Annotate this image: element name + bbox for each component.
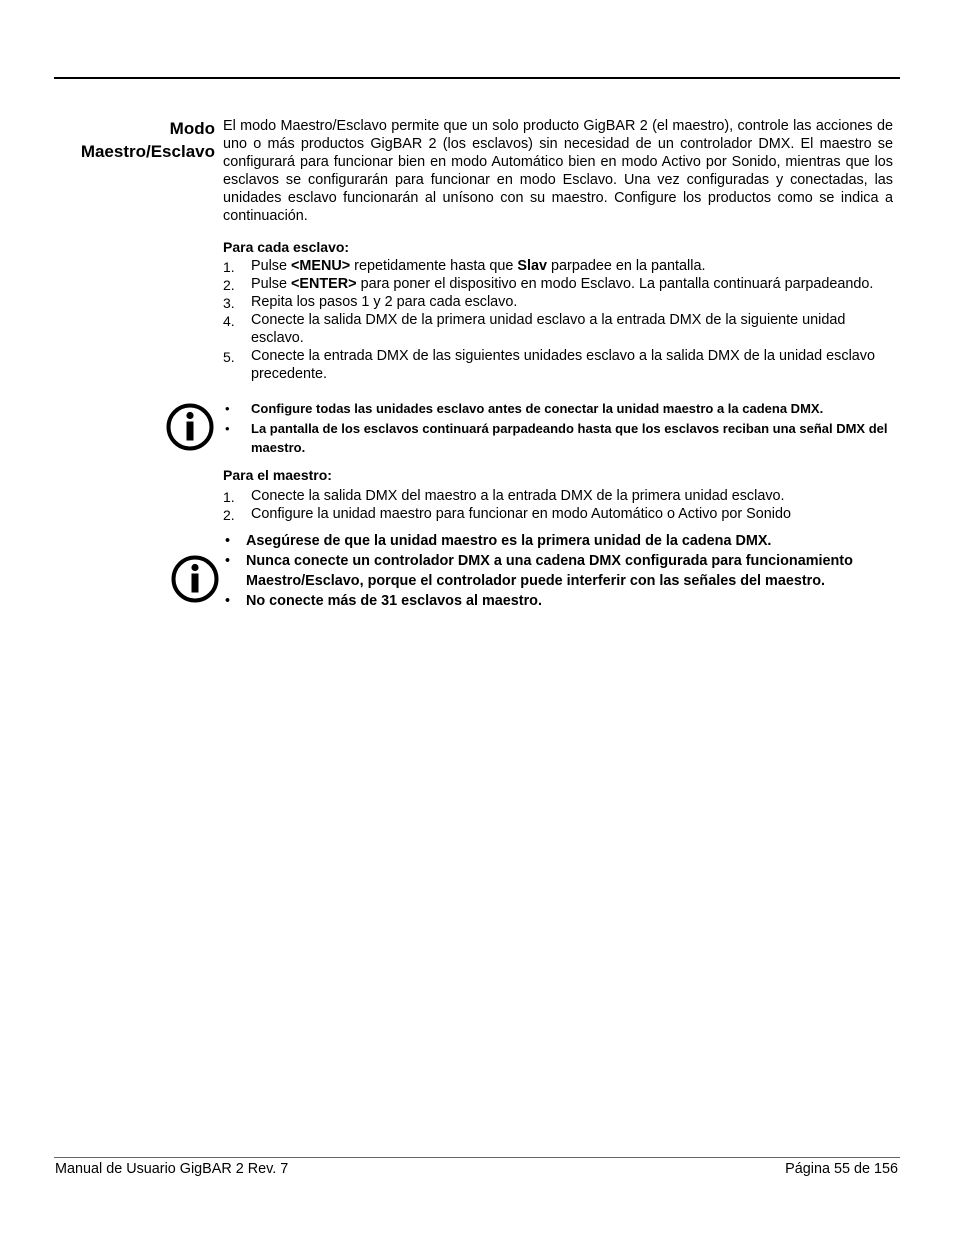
bullet: •	[225, 401, 230, 416]
bullet: •	[225, 593, 231, 609]
list-item	[223, 551, 898, 591]
slave-heading: Para cada esclavo:	[223, 239, 350, 255]
note-master	[223, 531, 898, 611]
list-item	[223, 591, 898, 611]
step-text: Configure la unidad maestro para funcionar en modo Automático o Activo por Sonido	[251, 506, 791, 522]
footer-manual-title: Manual de Usuario GigBAR 2 Rev. 7	[55, 1161, 289, 1177]
note-text: No conecte más de 31 esclavos al maestro.	[246, 593, 542, 609]
step-number: 2.	[223, 277, 235, 293]
footer-rule	[54, 1157, 900, 1158]
note-text: Nunca conecte un controlador DMX a una cadena DMX configurada para funcionamiento Maestro/Esclavo, porque el controlador puede interferir con las señales del maestro.	[246, 553, 853, 589]
step-text: Repita los pasos 1 y 2 para cada esclavo.	[251, 294, 518, 310]
step-number: 2.	[223, 507, 235, 523]
step-text: Pulse	[251, 258, 291, 274]
bullet: •	[225, 553, 231, 569]
info-icon	[166, 403, 214, 451]
bullet: •	[225, 533, 231, 549]
info-icon	[171, 555, 219, 603]
list-item	[223, 419, 898, 457]
step-number: 4.	[223, 313, 235, 329]
list-item	[223, 257, 893, 275]
slav-display: Slav	[517, 258, 548, 274]
master-heading: Para el maestro:	[223, 467, 332, 483]
note-list	[223, 531, 898, 611]
step-number: 1.	[223, 489, 235, 505]
step-text: Conecte la salida DMX del maestro a la entrada DMX de la primera unidad esclavo.	[251, 488, 785, 504]
note-text: Configure todas las unidades esclavo antes de conectar la unidad maestro a la cadena DMX.	[251, 401, 824, 416]
master-steps	[223, 487, 893, 523]
step-number: 1.	[223, 259, 235, 275]
step-text: parpadee en la pantalla.	[547, 258, 706, 274]
note-slaves	[223, 399, 898, 458]
step-number: 5.	[223, 349, 235, 365]
list-item	[223, 531, 898, 551]
step-text: repetidamente hasta que	[350, 258, 518, 274]
note-list	[223, 399, 898, 457]
note-text: La pantalla de los esclavos continuará parpadeando hasta que los esclavos reciban una señal DMX del maestro.	[251, 421, 888, 455]
intro-paragraph: El modo Maestro/Esclavo permite que un solo producto GigBAR 2 (el maestro), controle las acciones de uno o más productos GigBAR 2 (los esclavos) sin necesidad de un controlador DMX. El maestro se configurará para funcionar bien en modo Automático bien en modo Activo por Sonido, mientras que los esclavos se configurarán para funcionar en modo Esclavo. Una vez configuradas y conectadas, las unidades esclavo funcionarán al unísono con su maestro. Configure los productos como se indica a continuación.	[223, 118, 893, 224]
list-item	[223, 293, 893, 311]
list-item	[223, 505, 893, 523]
step-text: Pulse	[251, 276, 291, 292]
section-content	[223, 117, 893, 383]
list-item	[223, 399, 898, 418]
slave-steps	[223, 257, 893, 383]
section-title-line2: Maestro/Esclavo	[80, 142, 215, 161]
bullet: •	[225, 421, 230, 436]
step-text: Conecte la salida DMX de la primera unidad esclavo a la entrada DMX de la siguiente unidad esclavo.	[251, 312, 846, 346]
section-title	[54, 117, 215, 163]
step-number: 3.	[223, 295, 235, 311]
list-item	[223, 347, 893, 383]
list-item	[223, 487, 893, 505]
step-text: Conecte la entrada DMX de las siguientes unidades esclavo a la salida DMX de la unidad esclavo precedente.	[251, 348, 875, 382]
master-content	[223, 466, 893, 523]
list-item	[223, 311, 893, 347]
footer-page-number: Página 55 de 156	[785, 1161, 898, 1177]
enter-key: <ENTER>	[291, 276, 357, 292]
note-text: Asegúrese de que la unidad maestro es la primera unidad de la cadena DMX.	[246, 533, 772, 549]
list-item	[223, 275, 893, 293]
step-text: para poner el dispositivo en modo Esclavo. La pantalla continuará parpadeando.	[356, 276, 874, 292]
menu-key: <MENU>	[291, 258, 351, 274]
section-title-line1: Modo	[169, 119, 215, 138]
header-rule	[54, 77, 900, 79]
